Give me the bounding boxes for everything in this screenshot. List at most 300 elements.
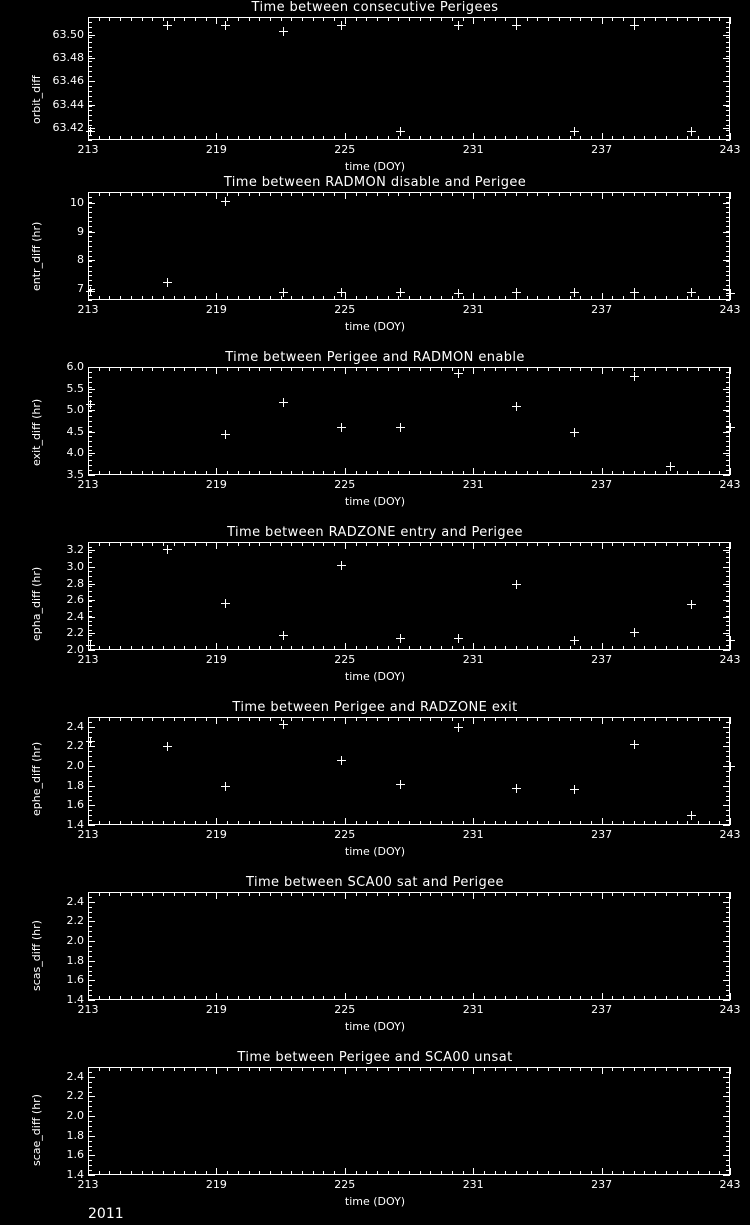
axis-minor-tick <box>195 1067 196 1071</box>
axis-minor-tick <box>634 542 635 546</box>
axis-minor-tick <box>726 621 730 622</box>
x-axis-tick <box>345 1067 346 1074</box>
axis-minor-tick <box>430 821 431 825</box>
axis-minor-tick <box>99 367 100 371</box>
axis-minor-tick <box>527 892 528 896</box>
axis-minor-tick <box>726 771 730 772</box>
axis-minor-tick <box>726 387 730 388</box>
axis-minor-tick <box>726 756 730 757</box>
axis-minor-tick <box>88 37 92 38</box>
axis-minor-tick <box>726 460 730 461</box>
axis-minor-tick <box>302 296 303 300</box>
axis-minor-tick <box>709 192 710 196</box>
y-axis-tick <box>88 584 95 585</box>
axis-minor-tick <box>726 951 730 952</box>
axis-minor-tick <box>281 542 282 546</box>
x-axis-tick <box>602 293 603 300</box>
axis-minor-tick <box>726 552 730 553</box>
axis-minor-tick <box>99 892 100 896</box>
x-tick-label: 219 <box>205 303 227 316</box>
x-tick-label: 225 <box>334 1178 356 1191</box>
x-axis-tick <box>216 468 217 475</box>
axis-minor-tick <box>99 996 100 1000</box>
x-axis-tick <box>730 643 731 650</box>
axis-minor-tick <box>302 1171 303 1175</box>
chart-panel <box>0 1050 750 1210</box>
axis-minor-tick <box>88 761 92 762</box>
axis-minor-tick <box>184 17 185 21</box>
axis-minor-tick <box>719 646 720 650</box>
axis-minor-tick <box>259 367 260 371</box>
axis-minor-tick <box>88 951 92 952</box>
axis-minor-tick <box>726 96 730 97</box>
y-axis-tick <box>88 453 95 454</box>
y-axis-tick <box>88 600 95 601</box>
axis-minor-tick <box>120 542 121 546</box>
y-axis-tick <box>723 1096 730 1097</box>
axis-minor-tick <box>259 471 260 475</box>
axis-minor-tick <box>302 542 303 546</box>
axis-minor-tick <box>259 996 260 1000</box>
axis-minor-tick <box>88 382 92 383</box>
axis-minor-tick <box>120 192 121 196</box>
axis-minor-tick <box>409 646 410 650</box>
x-tick-label: 237 <box>591 303 613 316</box>
axis-minor-tick <box>726 742 730 743</box>
axis-minor-tick <box>527 136 528 140</box>
axis-minor-tick <box>88 630 92 631</box>
y-axis-tick <box>88 766 95 767</box>
x-axis-tick <box>473 367 474 374</box>
x-tick-label: 243 <box>719 478 741 491</box>
axis-minor-tick <box>420 646 421 650</box>
axis-minor-tick <box>152 471 153 475</box>
axis-minor-tick <box>88 966 92 967</box>
axis-minor-tick <box>323 296 324 300</box>
axis-minor-tick <box>655 1171 656 1175</box>
axis-minor-tick <box>420 1171 421 1175</box>
axis-minor-tick <box>677 296 678 300</box>
axis-minor-tick <box>195 717 196 721</box>
axis-minor-tick <box>570 542 571 546</box>
chart-panel <box>0 175 750 335</box>
axis-minor-tick <box>726 751 730 752</box>
axis-minor-tick <box>726 392 730 393</box>
axis-minor-tick <box>644 996 645 1000</box>
axis-minor-tick <box>142 1067 143 1071</box>
axis-minor-tick <box>527 192 528 196</box>
axis-minor-tick <box>726 280 730 281</box>
axis-minor-tick <box>88 621 92 622</box>
axis-minor-tick <box>88 455 92 456</box>
axis-minor-tick <box>142 1171 143 1175</box>
axis-minor-tick <box>88 280 92 281</box>
axis-minor-tick <box>655 192 656 196</box>
axis-minor-tick <box>313 471 314 475</box>
y-axis-tick <box>723 432 730 433</box>
x-axis-tick <box>345 717 346 724</box>
axis-minor-tick <box>152 136 153 140</box>
axis-minor-tick <box>516 1067 517 1071</box>
y-axis-tick <box>723 1116 730 1117</box>
axis-minor-tick <box>99 821 100 825</box>
y-tick-label: 2.0 <box>66 1109 84 1123</box>
axis-minor-tick <box>88 377 92 378</box>
axis-minor-tick <box>420 192 421 196</box>
axis-minor-tick <box>120 717 121 721</box>
axis-minor-tick <box>495 296 496 300</box>
axis-minor-tick <box>259 192 260 196</box>
axis-minor-tick <box>88 140 92 141</box>
x-axis-tick <box>473 1168 474 1175</box>
y-tick-label: 8 <box>77 253 84 267</box>
x-axis-tick <box>473 643 474 650</box>
axis-minor-tick <box>655 542 656 546</box>
axis-minor-tick <box>666 892 667 896</box>
axis-minor-tick <box>206 542 207 546</box>
axis-minor-tick <box>612 646 613 650</box>
y-axis-tick <box>88 961 95 962</box>
axis-minor-tick <box>88 611 92 612</box>
axis-minor-tick <box>334 296 335 300</box>
axis-minor-tick <box>677 892 678 896</box>
x-tick-label: 213 <box>77 1178 99 1191</box>
axis-minor-tick <box>484 542 485 546</box>
axis-minor-tick <box>323 1171 324 1175</box>
year-label: 2011 <box>88 1206 124 1222</box>
axis-minor-tick <box>409 892 410 896</box>
y-axis-tick <box>723 567 730 568</box>
axis-minor-tick <box>570 136 571 140</box>
axis-minor-tick <box>726 120 730 121</box>
axis-minor-tick <box>516 367 517 371</box>
axis-minor-tick <box>612 821 613 825</box>
axis-minor-tick <box>88 256 92 257</box>
axis-minor-tick <box>677 542 678 546</box>
axis-minor-tick <box>184 1067 185 1071</box>
axis-minor-tick <box>302 136 303 140</box>
axis-minor-tick <box>206 1171 207 1175</box>
axis-minor-tick <box>726 956 730 957</box>
axis-minor-tick <box>570 367 571 371</box>
axis-minor-tick <box>270 367 271 371</box>
x-axis-tick <box>88 818 89 825</box>
axis-minor-tick <box>644 471 645 475</box>
axis-minor-tick <box>505 136 506 140</box>
axis-minor-tick <box>452 717 453 721</box>
axis-minor-tick <box>366 646 367 650</box>
axis-minor-tick <box>334 17 335 21</box>
axis-minor-tick <box>726 411 730 412</box>
y-axis-tick <box>723 980 730 981</box>
axis-minor-tick <box>591 17 592 21</box>
axis-minor-tick <box>591 996 592 1000</box>
x-tick-label: 219 <box>205 653 227 666</box>
axis-minor-tick <box>88 91 92 92</box>
axis-minor-tick <box>726 1141 730 1142</box>
x-axis-label: time (DOY) <box>344 670 406 683</box>
axis-minor-tick <box>152 996 153 1000</box>
axis-minor-tick <box>420 1067 421 1071</box>
axis-minor-tick <box>291 821 292 825</box>
axis-minor-tick <box>570 192 571 196</box>
axis-minor-tick <box>687 1067 688 1071</box>
axis-minor-tick <box>238 892 239 896</box>
axis-minor-tick <box>677 471 678 475</box>
y-axis-tick <box>88 389 95 390</box>
axis-minor-tick <box>726 51 730 52</box>
axis-minor-tick <box>726 251 730 252</box>
axis-minor-tick <box>88 732 92 733</box>
axis-minor-tick <box>430 1067 431 1071</box>
axis-minor-tick <box>726 732 730 733</box>
axis-minor-tick <box>227 892 228 896</box>
axis-minor-tick <box>195 821 196 825</box>
axis-minor-tick <box>726 125 730 126</box>
axis-minor-tick <box>634 996 635 1000</box>
axis-minor-tick <box>88 800 92 801</box>
axis-minor-tick <box>356 192 357 196</box>
x-axis-tick <box>88 892 89 899</box>
axis-minor-tick <box>452 996 453 1000</box>
x-tick-label: 213 <box>77 143 99 156</box>
axis-minor-tick <box>99 542 100 546</box>
axis-minor-tick <box>88 635 92 636</box>
x-axis-tick <box>473 17 474 24</box>
axis-minor-tick <box>726 207 730 208</box>
y-axis-label: scae_diff (hr) <box>30 1094 43 1166</box>
axis-minor-tick <box>249 717 250 721</box>
axis-minor-tick <box>719 192 720 196</box>
chart-panel <box>0 0 750 175</box>
axis-minor-tick <box>726 27 730 28</box>
axis-minor-tick <box>88 27 92 28</box>
axis-minor-tick <box>206 136 207 140</box>
y-axis-tick <box>88 1155 95 1156</box>
axis-minor-tick <box>88 946 92 947</box>
y-axis-tick <box>88 367 95 368</box>
axis-minor-tick <box>677 821 678 825</box>
axis-minor-tick <box>430 296 431 300</box>
axis-minor-tick <box>334 996 335 1000</box>
axis-minor-tick <box>726 800 730 801</box>
axis-minor-tick <box>259 892 260 896</box>
axis-minor-tick <box>152 367 153 371</box>
axis-minor-tick <box>634 646 635 650</box>
plot-area <box>88 17 730 140</box>
axis-minor-tick <box>452 192 453 196</box>
axis-minor-tick <box>281 1171 282 1175</box>
axis-minor-tick <box>570 17 571 21</box>
axis-minor-tick <box>88 446 92 447</box>
axis-minor-tick <box>726 625 730 626</box>
x-tick-label: 231 <box>462 143 484 156</box>
axis-minor-tick <box>398 192 399 196</box>
x-axis-tick <box>216 1067 217 1074</box>
axis-minor-tick <box>88 791 92 792</box>
y-tick-label: 3.0 <box>66 559 84 573</box>
axis-minor-tick <box>527 717 528 721</box>
axis-minor-tick <box>527 996 528 1000</box>
axis-minor-tick <box>612 892 613 896</box>
axis-minor-tick <box>559 996 560 1000</box>
x-axis-tick <box>88 993 89 1000</box>
y-tick-label: 63.50 <box>52 27 84 41</box>
axis-minor-tick <box>537 646 538 650</box>
axis-minor-tick <box>495 1067 496 1071</box>
y-tick-label: 1.6 <box>66 973 84 987</box>
axis-minor-tick <box>409 717 410 721</box>
axis-minor-tick <box>88 591 92 592</box>
axis-minor-tick <box>644 17 645 21</box>
axis-minor-tick <box>388 1171 389 1175</box>
y-axis-tick <box>723 475 730 476</box>
axis-minor-tick <box>698 471 699 475</box>
axis-minor-tick <box>726 810 730 811</box>
axis-minor-tick <box>249 136 250 140</box>
axis-minor-tick <box>109 542 110 546</box>
axis-minor-tick <box>291 646 292 650</box>
axis-minor-tick <box>88 47 92 48</box>
axis-minor-tick <box>249 367 250 371</box>
axis-minor-tick <box>726 1146 730 1147</box>
y-axis-tick <box>723 584 730 585</box>
axis-minor-tick <box>184 996 185 1000</box>
axis-minor-tick <box>591 192 592 196</box>
axis-minor-tick <box>570 717 571 721</box>
axis-minor-tick <box>152 717 153 721</box>
axis-minor-tick <box>644 136 645 140</box>
axis-minor-tick <box>623 646 624 650</box>
axis-minor-tick <box>88 401 92 402</box>
axis-minor-tick <box>623 717 624 721</box>
axis-minor-tick <box>88 985 92 986</box>
axis-minor-tick <box>726 140 730 141</box>
axis-minor-tick <box>687 17 688 21</box>
axis-minor-tick <box>687 542 688 546</box>
axis-minor-tick <box>388 996 389 1000</box>
axis-minor-tick <box>109 367 110 371</box>
axis-minor-tick <box>612 1067 613 1071</box>
axis-minor-tick <box>484 717 485 721</box>
axis-minor-tick <box>227 471 228 475</box>
axis-minor-tick <box>719 17 720 21</box>
y-tick-label: 2.0 <box>66 934 84 948</box>
axis-minor-tick <box>430 471 431 475</box>
x-axis-tick <box>345 133 346 140</box>
axis-minor-tick <box>516 996 517 1000</box>
x-axis-tick <box>88 192 89 199</box>
axis-minor-tick <box>88 217 92 218</box>
axis-minor-tick <box>463 542 464 546</box>
x-axis-tick <box>730 1168 731 1175</box>
axis-minor-tick <box>726 586 730 587</box>
y-tick-label: 1.8 <box>66 778 84 792</box>
axis-minor-tick <box>463 892 464 896</box>
axis-minor-tick <box>377 1171 378 1175</box>
axis-minor-tick <box>623 367 624 371</box>
axis-minor-tick <box>726 1111 730 1112</box>
axis-minor-tick <box>484 892 485 896</box>
axis-minor-tick <box>709 1067 710 1071</box>
axis-minor-tick <box>291 1067 292 1071</box>
axis-minor-tick <box>677 646 678 650</box>
axis-minor-tick <box>441 296 442 300</box>
axis-minor-tick <box>270 296 271 300</box>
axis-minor-tick <box>356 1171 357 1175</box>
axis-minor-tick <box>249 17 250 21</box>
axis-minor-tick <box>537 717 538 721</box>
x-axis-tick <box>216 993 217 1000</box>
axis-minor-tick <box>484 821 485 825</box>
y-tick-label: 2.4 <box>66 1069 84 1083</box>
x-axis-tick <box>602 133 603 140</box>
axis-minor-tick <box>634 821 635 825</box>
axis-minor-tick <box>726 266 730 267</box>
axis-minor-tick <box>398 542 399 546</box>
y-axis-label: entr_diff (hr) <box>30 221 43 291</box>
axis-minor-tick <box>195 136 196 140</box>
axis-minor-tick <box>726 581 730 582</box>
axis-minor-tick <box>88 1146 92 1147</box>
axis-minor-tick <box>227 821 228 825</box>
axis-minor-tick <box>163 996 164 1000</box>
axis-minor-tick <box>174 192 175 196</box>
x-axis-tick <box>473 133 474 140</box>
x-axis-tick <box>88 468 89 475</box>
axis-minor-tick <box>398 136 399 140</box>
axis-minor-tick <box>356 367 357 371</box>
axis-minor-tick <box>206 646 207 650</box>
axis-minor-tick <box>719 1171 720 1175</box>
axis-minor-tick <box>570 471 571 475</box>
y-tick-label: 2.6 <box>66 593 84 607</box>
axis-minor-tick <box>398 717 399 721</box>
axis-minor-tick <box>270 821 271 825</box>
axis-minor-tick <box>142 367 143 371</box>
axis-minor-tick <box>559 471 560 475</box>
axis-minor-tick <box>356 296 357 300</box>
axis-minor-tick <box>259 542 260 546</box>
x-axis-tick <box>88 133 89 140</box>
y-tick-label: 4.5 <box>66 424 84 438</box>
axis-minor-tick <box>206 296 207 300</box>
axis-minor-tick <box>142 542 143 546</box>
axis-minor-tick <box>726 1165 730 1166</box>
x-axis-tick <box>602 1067 603 1074</box>
x-axis-tick <box>88 1067 89 1074</box>
y-axis-tick <box>88 727 95 728</box>
axis-minor-tick <box>131 717 132 721</box>
axis-minor-tick <box>109 996 110 1000</box>
axis-minor-tick <box>505 296 506 300</box>
y-axis-tick <box>723 550 730 551</box>
axis-minor-tick <box>302 17 303 21</box>
axis-minor-tick <box>634 17 635 21</box>
axis-minor-tick <box>591 542 592 546</box>
axis-minor-tick <box>677 136 678 140</box>
axis-minor-tick <box>430 996 431 1000</box>
axis-minor-tick <box>270 192 271 196</box>
axis-minor-tick <box>548 471 549 475</box>
axis-minor-tick <box>120 296 121 300</box>
axis-minor-tick <box>88 42 92 43</box>
axis-minor-tick <box>142 136 143 140</box>
axis-minor-tick <box>516 646 517 650</box>
axis-minor-tick <box>484 17 485 21</box>
axis-minor-tick <box>249 646 250 650</box>
plot-area <box>88 192 730 300</box>
